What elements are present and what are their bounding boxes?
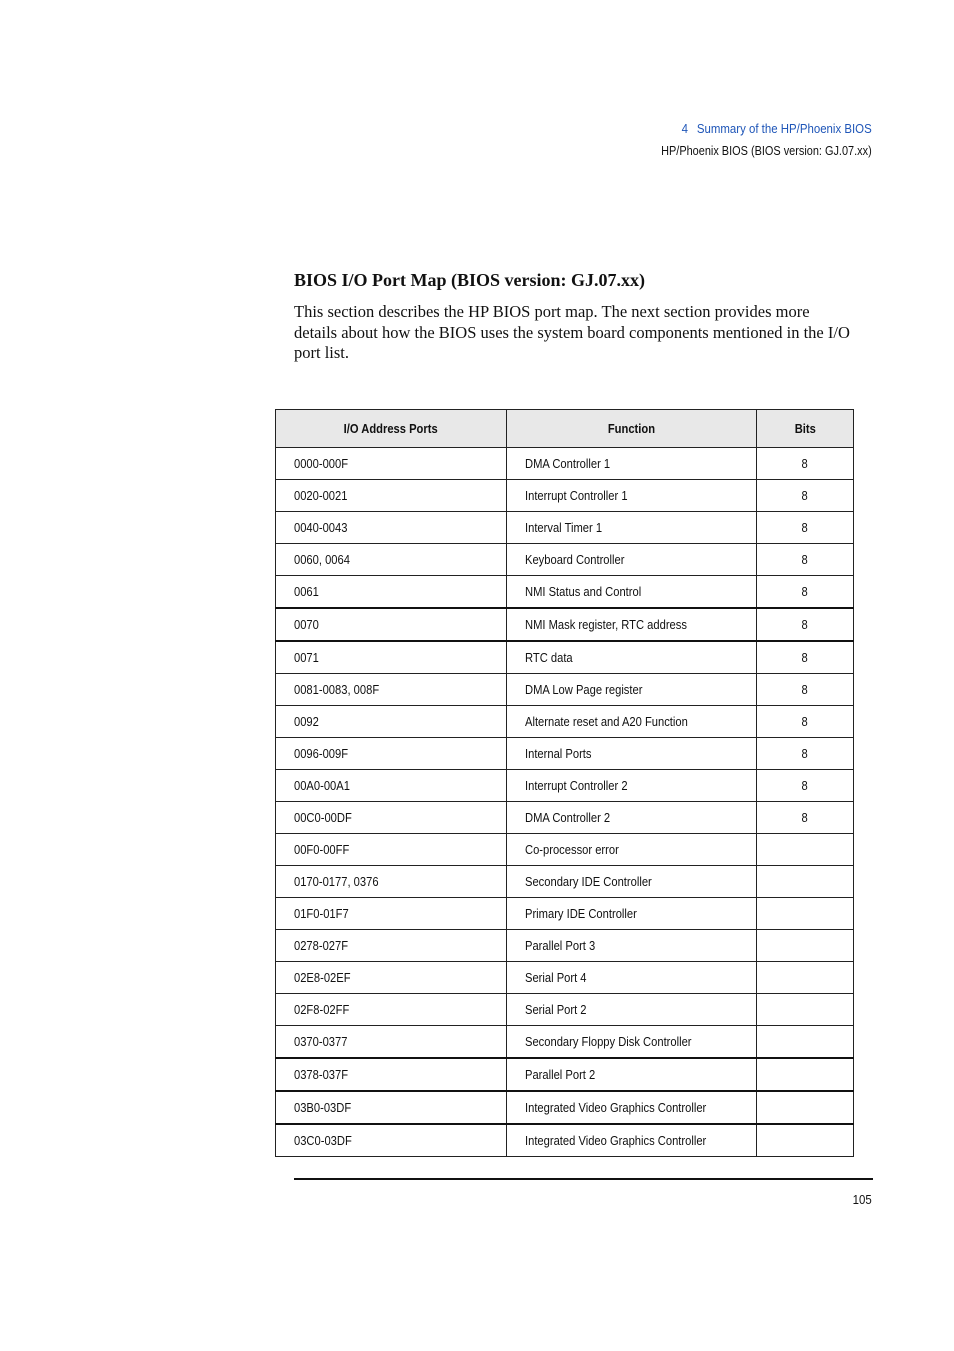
cell-bits: 8	[757, 770, 854, 802]
table-row	[276, 706, 854, 738]
table-row	[276, 1124, 854, 1157]
cell-bits: 8	[757, 576, 854, 609]
cell-address: 02F8-02FF	[276, 994, 507, 1026]
cell-address: 02E8-02EF	[276, 962, 507, 994]
cell-function: Serial Port 2	[507, 994, 757, 1026]
cell-address: 00F0-00FF	[276, 834, 507, 866]
cell-address: 01F0-01F7	[276, 898, 507, 930]
cell-bits: 8	[757, 512, 854, 544]
table-row	[276, 770, 854, 802]
cell-function: Parallel Port 3	[507, 930, 757, 962]
cell-address: 0070	[276, 608, 507, 641]
table-row	[276, 898, 854, 930]
running-header	[621, 118, 872, 162]
cell-address: 03C0-03DF	[276, 1124, 507, 1157]
table-row	[276, 480, 854, 512]
cell-bits: 8	[757, 706, 854, 738]
cell-address: 0092	[276, 706, 507, 738]
cell-address: 0000-000F	[276, 448, 507, 480]
cell-function: Secondary IDE Controller	[507, 866, 757, 898]
cell-address: 03B0-03DF	[276, 1091, 507, 1124]
cell-function: Serial Port 4	[507, 962, 757, 994]
table-row	[276, 544, 854, 576]
column-header-address: I/O Address Ports	[276, 410, 507, 448]
column-header-bits: Bits	[757, 410, 854, 448]
cell-bits	[757, 1058, 854, 1091]
cell-address: 0370-0377	[276, 1026, 507, 1059]
header-subtitle: HP/Phoenix BIOS (BIOS version: GJ.07.xx)	[661, 143, 872, 158]
cell-function: Internal Ports	[507, 738, 757, 770]
cell-bits: 8	[757, 641, 854, 674]
cell-function: NMI Status and Control	[507, 576, 757, 609]
cell-function: Parallel Port 2	[507, 1058, 757, 1091]
cell-address: 00C0-00DF	[276, 802, 507, 834]
cell-function: Integrated Video Graphics Controller	[507, 1124, 757, 1157]
table-row	[276, 802, 854, 834]
cell-address: 0060, 0064	[276, 544, 507, 576]
footer-rule	[294, 1178, 873, 1180]
table-body	[276, 448, 854, 1157]
cell-address: 0170-0177, 0376	[276, 866, 507, 898]
cell-function: Secondary Floppy Disk Controller	[507, 1026, 757, 1059]
table-row	[276, 448, 854, 480]
section-title: BIOS I/O Port Map (BIOS version: GJ.07.xx)	[294, 270, 646, 290]
cell-function: DMA Low Page register	[507, 674, 757, 706]
chapter-title: Summary of the HP/Phoenix BIOS	[697, 121, 872, 136]
table-row	[276, 930, 854, 962]
table-row	[276, 608, 854, 641]
cell-bits: 8	[757, 480, 854, 512]
cell-address: 0071	[276, 641, 507, 674]
table-row	[276, 576, 854, 609]
table-row	[276, 1058, 854, 1091]
cell-bits: 8	[757, 738, 854, 770]
table-row	[276, 512, 854, 544]
table-row	[276, 641, 854, 674]
cell-function: Interval Timer 1	[507, 512, 757, 544]
chapter-number: 4	[681, 121, 689, 136]
cell-bits: 8	[757, 802, 854, 834]
table-row	[276, 962, 854, 994]
cell-address: 0040-0043	[276, 512, 507, 544]
table-row	[276, 866, 854, 898]
chapter-heading	[651, 118, 872, 140]
cell-address: 0081-0083, 008F	[276, 674, 507, 706]
table-header-row	[276, 410, 854, 448]
cell-function: NMI Mask register, RTC address	[507, 608, 757, 641]
cell-bits: 8	[757, 448, 854, 480]
cell-bits: 8	[757, 608, 854, 641]
cell-function: Interrupt Controller 1	[507, 480, 757, 512]
cell-address: 0096-009F	[276, 738, 507, 770]
cell-bits	[757, 994, 854, 1026]
cell-bits	[757, 898, 854, 930]
cell-address: 0061	[276, 576, 507, 609]
table-row	[276, 674, 854, 706]
table-row	[276, 834, 854, 866]
column-header-function: Function	[507, 410, 757, 448]
cell-bits: 8	[757, 674, 854, 706]
cell-function: Interrupt Controller 2	[507, 770, 757, 802]
cell-bits	[757, 962, 854, 994]
cell-address: 0020-0021	[276, 480, 507, 512]
cell-bits	[757, 834, 854, 866]
table-row	[276, 1026, 854, 1059]
cell-function: DMA Controller 1	[507, 448, 757, 480]
cell-bits	[757, 1026, 854, 1059]
page-number: 105	[852, 1192, 872, 1207]
io-port-map-table	[275, 409, 854, 1157]
cell-bits	[757, 930, 854, 962]
cell-bits	[757, 866, 854, 898]
cell-function: Integrated Video Graphics Controller	[507, 1091, 757, 1124]
table-row	[276, 738, 854, 770]
cell-bits: 8	[757, 544, 854, 576]
cell-function: Alternate reset and A20 Function	[507, 706, 757, 738]
cell-function: Keyboard Controller	[507, 544, 757, 576]
cell-bits	[757, 1091, 854, 1124]
cell-function: RTC data	[507, 641, 757, 674]
cell-address: 00A0-00A1	[276, 770, 507, 802]
cell-address: 0378-037F	[276, 1058, 507, 1091]
cell-bits	[757, 1124, 854, 1157]
cell-function: Primary IDE Controller	[507, 898, 757, 930]
section-intro: This section describes the HP BIOS port map. The next section provides more details about how the BIOS uses the system board components mentioned in the I/O port list.	[294, 302, 850, 362]
cell-function: DMA Controller 2	[507, 802, 757, 834]
table-row	[276, 1091, 854, 1124]
cell-address: 0278-027F	[276, 930, 507, 962]
table-row	[276, 994, 854, 1026]
cell-function: Co-processor error	[507, 834, 757, 866]
